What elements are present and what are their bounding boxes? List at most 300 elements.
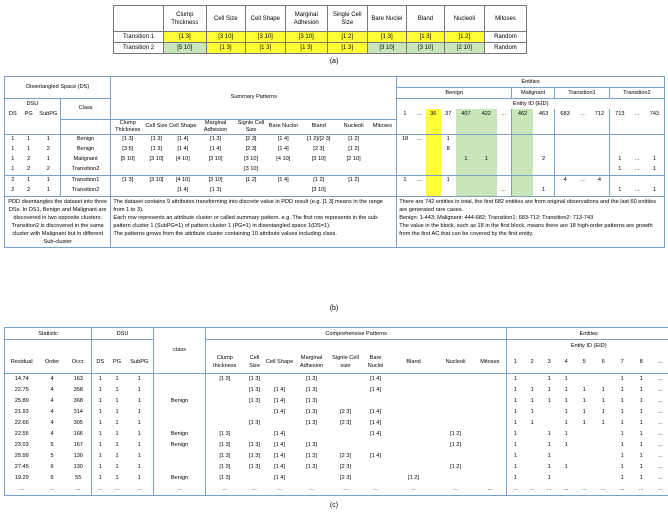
pattern-value: [1 3] (306, 398, 317, 404)
statistic-value: 130 (73, 453, 83, 459)
entity-value (594, 440, 613, 451)
blank-cell (441, 119, 456, 134)
entity-value (413, 186, 426, 197)
entity-value: ... (613, 484, 632, 496)
blank-cell (5, 119, 21, 134)
pattern-value (390, 418, 438, 429)
eid-col: 2 (524, 351, 541, 373)
pattern-value: [1 4] (177, 136, 189, 142)
pattern-value (474, 418, 507, 429)
pattern-value: [1 3] (197, 186, 235, 197)
pattern-value: [1 3] (249, 464, 260, 470)
eid-col: 407 (456, 109, 476, 119)
statistic-value: ... (5, 484, 39, 496)
entity-value: 1 (582, 409, 586, 415)
pattern-value: [1 3] (111, 134, 144, 145)
pattern-value: [4 10] (175, 156, 190, 162)
entity-value (590, 155, 609, 165)
summary-pattern-row (5, 155, 665, 165)
entity-value (594, 451, 613, 462)
value-cell: Random (484, 43, 526, 54)
entities-title: Entities (507, 328, 668, 340)
pattern-value: [1 2] (450, 431, 461, 437)
pattern-value: [1 2] (313, 177, 325, 183)
entity-value (397, 145, 413, 155)
pattern-value (299, 165, 339, 176)
pattern-value: [2 3] (245, 136, 257, 142)
caption-b: (b) (329, 305, 339, 312)
entity-value (645, 145, 665, 155)
entity-value: ... (630, 186, 645, 197)
pattern-value: [1 3] (249, 453, 260, 459)
col-order: Order (39, 351, 66, 373)
transition-table (113, 5, 527, 54)
explanation-right: There are 742 entities in total, the first 682 entities are from original observations and the last 60 entities are generated rare cases. Benign: 1-443; Malignant: 444-682; Transition1: 683-712; Transition2: 713-743 The value in the block, such as 18 in the first block, means there are 18 high-order patterns are growth from the first AC that can be covered by the first entity. (397, 196, 665, 247)
patterns-title: Comprehensive Patterns (206, 328, 507, 340)
eid-col: 37 (445, 110, 452, 117)
entity-value: 1 (601, 420, 605, 426)
comprehensive-pattern-row (5, 484, 668, 496)
entity-value: ... (651, 473, 668, 484)
attr-col: Signle Cell Size (234, 119, 267, 134)
blank-cell (413, 119, 426, 134)
statistic-value: 5 (50, 442, 54, 448)
value-cell: [1 3] (245, 43, 285, 54)
entity-value (594, 429, 613, 440)
attr-col: Bare Nuclei (362, 351, 390, 373)
dsu-value: 1 (92, 440, 109, 451)
statistic-value: 27.45 (5, 462, 39, 473)
statistic-value: 25.99 (5, 451, 39, 462)
statistic-value: 19.29 (5, 473, 39, 484)
entity-value: ... (651, 396, 668, 407)
pattern-value (268, 165, 299, 176)
entity-value (456, 145, 476, 155)
statistic-value: 368 (73, 398, 83, 404)
entity-value: 2 (542, 156, 546, 162)
value-cell: Random (484, 32, 526, 43)
pattern-value: [1 4] (274, 431, 285, 437)
blank-cell (206, 340, 507, 352)
entity-value (609, 145, 629, 155)
summary-pattern-row (5, 165, 665, 176)
eid-label: Entity ID (EID) (397, 99, 665, 110)
pattern-value: [1 4] (370, 431, 381, 437)
pattern-value: [1 3] (306, 376, 317, 382)
pattern-value (206, 396, 244, 407)
entity-value: ... (541, 484, 558, 496)
dsu-value: ... (92, 484, 109, 496)
entity-value (575, 373, 594, 385)
pattern-value: [1 4] (274, 475, 285, 481)
entity-value: 1 (620, 431, 624, 437)
pattern-value: [3 10] (299, 186, 339, 197)
value-cell: [1 3] (206, 43, 245, 54)
pattern-value (362, 440, 390, 451)
entity-value: 1 (530, 409, 534, 415)
entity-value: ... (651, 407, 668, 418)
entity-value (541, 418, 558, 429)
dsu-value: 1 (92, 373, 109, 385)
pattern-value: [1 4] (274, 453, 285, 459)
eid-col: 1 (397, 109, 413, 119)
statistic-value: 6 (50, 464, 54, 470)
header-cell: Mitoses (484, 6, 526, 32)
pattern-value: [1 4] (370, 453, 381, 459)
statistic-value: 4 (50, 376, 54, 382)
pattern-value: [1 4] (277, 146, 289, 152)
summary-patterns-body (5, 134, 665, 196)
entity-value: 1 (601, 398, 605, 404)
pattern-value: [1 4] (210, 146, 222, 152)
pattern-value: [1 4] (274, 409, 285, 415)
blank-cell (575, 119, 590, 134)
value-cell: [1 3] (327, 43, 367, 54)
col-occr: Occr. (66, 351, 92, 373)
pattern-value (330, 396, 362, 407)
entity-value (575, 134, 590, 145)
entity-value: 1 (530, 387, 534, 393)
entity-value: 1 (639, 442, 643, 448)
caption-a: (a) (329, 58, 339, 65)
value-cell: [3 10] (245, 32, 285, 43)
pattern-value: [3 10] (244, 156, 259, 162)
entity-value: 1 (446, 136, 450, 142)
pattern-value (206, 385, 244, 396)
group-benign: Benign (397, 88, 512, 99)
pattern-value (390, 451, 438, 462)
pattern-value (438, 407, 474, 418)
dsu-value: 1 (137, 420, 141, 426)
dsu-value: ... (126, 484, 154, 496)
class-label: Class (60, 99, 111, 120)
entity-value (575, 186, 590, 197)
entity-value (575, 473, 594, 484)
header-cell: Marginal Adhesion (285, 6, 327, 32)
eid-col: 3 (541, 351, 558, 373)
comprehensive-pattern-row (5, 451, 668, 462)
summary-pattern-row (5, 175, 665, 186)
dsu-value: 1 (92, 429, 109, 440)
pattern-value: [1 3] (206, 429, 244, 440)
class-value (154, 407, 206, 418)
statistic-value: ... (39, 484, 66, 496)
pattern-value (438, 418, 474, 429)
pattern-value (390, 396, 438, 407)
col-residual: Residual (5, 351, 39, 373)
pattern-value: ... (294, 484, 330, 496)
pg-value: 1 (27, 146, 31, 152)
summary-pattern-row (5, 134, 665, 145)
blank-cell (60, 119, 111, 134)
dsu-value: 1 (115, 475, 119, 481)
entity-value: 1 (456, 155, 476, 165)
dsu-value: 1 (137, 464, 141, 470)
pattern-value: [1 3] (151, 146, 162, 152)
entity-value (512, 155, 533, 165)
entity-value: 1 (564, 387, 568, 393)
pattern-value: [4 10] (175, 177, 190, 183)
pattern-value: [1 3] (306, 409, 317, 415)
group-malignant: Malignant (512, 88, 555, 99)
pattern-value: [3 5] (111, 145, 144, 155)
entity-value (456, 134, 476, 145)
entity-value (555, 165, 575, 176)
pattern-value (266, 418, 294, 429)
eid-col: 7 (613, 351, 632, 373)
eid-col: ... (501, 110, 507, 117)
header-cell: Clump Thickness (164, 6, 206, 32)
pattern-value (294, 429, 330, 440)
class-value: Benign (154, 440, 206, 451)
dsu-value: 1 (92, 407, 109, 418)
entity-value: 1 (507, 418, 524, 429)
pattern-value (362, 462, 390, 473)
eid-col: ... (580, 110, 585, 117)
value-cell: [1 3] (285, 43, 327, 54)
dsu-value: 1 (137, 409, 141, 415)
pattern-value: [1 3] (206, 373, 244, 385)
subpg-value: 1 (46, 156, 50, 162)
pattern-value: [1 2] (408, 475, 419, 481)
attr-col: Bland (390, 351, 438, 373)
pattern-value: [2 3] (340, 453, 351, 459)
value-cell: [1 3] (407, 32, 445, 43)
pattern-value (369, 186, 397, 197)
entities-title: Entities (397, 77, 665, 88)
entity-value: 1 (620, 464, 624, 470)
pattern-value (369, 175, 397, 186)
entity-value: ... (507, 484, 524, 496)
header-cell: Bland (407, 6, 445, 32)
pattern-value (474, 451, 507, 462)
attr-col: Clump Thickness (111, 119, 144, 134)
entity-value (594, 462, 613, 473)
pattern-value (438, 473, 474, 484)
subpg-value: 2 (46, 146, 50, 152)
pattern-value (339, 186, 369, 197)
statistic-value: 4 (50, 398, 54, 404)
entity-value (575, 155, 590, 165)
entity-value: 1 (620, 442, 624, 448)
pattern-value (144, 165, 169, 176)
pattern-value: [1 3] (249, 442, 260, 448)
statistic-value: ... (66, 484, 92, 496)
entity-value: 1 (582, 387, 586, 393)
group-transition2: Transition2 (609, 88, 664, 99)
pattern-value: [1 4] (370, 387, 381, 393)
entity-value (590, 186, 609, 197)
statistic-value: 4 (50, 420, 54, 426)
pattern-value (474, 429, 507, 440)
blank-cell (609, 119, 629, 134)
pattern-value (362, 473, 390, 484)
pattern-value (474, 373, 507, 385)
class-value: Transition1 (60, 175, 111, 186)
attr-col: Marginal Adhesion (197, 119, 235, 134)
entity-value (426, 155, 441, 165)
entity-value: 8 (446, 146, 450, 152)
pattern-value (474, 462, 507, 473)
pattern-value (390, 385, 438, 396)
pattern-value: [2 3] (340, 409, 351, 415)
entity-value (575, 440, 594, 451)
pattern-value (330, 373, 362, 385)
dsu-value: 1 (115, 387, 119, 393)
col-pg: PG (109, 351, 126, 373)
pattern-value (390, 407, 438, 418)
entity-value: ... (634, 156, 640, 162)
entity-value (441, 186, 456, 197)
pattern-value (206, 407, 244, 418)
entity-value (590, 134, 609, 145)
blank-cell (533, 119, 554, 134)
comprehensive-pattern-row (5, 429, 668, 440)
entity-value: 1 (507, 396, 524, 407)
entity-value: 1 (639, 376, 643, 382)
entity-value (609, 175, 629, 186)
class-value: ... (154, 484, 206, 496)
ds-value: 1 (5, 145, 21, 155)
entity-value (555, 134, 575, 145)
header-cell: Cell Size (206, 6, 245, 32)
blank-cell (426, 119, 441, 134)
pattern-value: ... (438, 484, 474, 496)
entity-value: 1 (620, 420, 624, 426)
entity-value: ... (575, 484, 594, 496)
entity-value: 18 (397, 134, 413, 145)
class-value: Benign (154, 429, 206, 440)
blank-cell (645, 119, 665, 134)
group-transition1: Transition1 (555, 88, 610, 99)
pattern-value: [1 3] (306, 387, 317, 393)
entity-value (524, 429, 541, 440)
entity-value: 1 (564, 420, 568, 426)
entity-value (476, 145, 496, 155)
dsu-value: 1 (137, 442, 141, 448)
entity-value: ... (580, 177, 585, 183)
attr-col: Cell Size (144, 119, 169, 134)
entity-value: 1 (639, 431, 643, 437)
entity-value: 1 (639, 464, 643, 470)
pattern-value (330, 440, 362, 451)
pattern-value (474, 385, 507, 396)
attr-col: Clump thickness (206, 351, 244, 373)
pattern-value: ... (266, 484, 294, 496)
statistic-value: 167 (73, 442, 83, 448)
pattern-value: [1 3] (249, 420, 260, 426)
entity-value: ... (497, 186, 512, 197)
entity-value (413, 165, 426, 176)
entity-value: ... (632, 484, 651, 496)
subpg-value: 1 (46, 177, 50, 183)
entity-value: 1 (547, 376, 551, 382)
entity-value: 1 (620, 409, 624, 415)
entity-value: 1 (609, 165, 629, 176)
col-pg: PG (24, 110, 33, 117)
entity-value: 1 (582, 420, 586, 426)
pattern-value (330, 429, 362, 440)
entity-value (575, 429, 594, 440)
statistic-value: 4 (50, 387, 54, 393)
pattern-value: [1 2] (348, 177, 360, 183)
entity-value (426, 186, 441, 197)
pattern-value: [1 2] (348, 136, 360, 142)
class-value: Transition2 (60, 186, 111, 197)
entity-value (555, 155, 575, 165)
pattern-value: [1 3] (306, 442, 317, 448)
entity-value: ... (651, 440, 668, 451)
entity-value: 1 (530, 420, 534, 426)
ds-value: 2 (5, 186, 21, 197)
entity-value (441, 155, 456, 165)
entity-value (456, 186, 476, 197)
pattern-value: [2 3] (340, 475, 351, 481)
pattern-value (144, 186, 169, 197)
entity-value (512, 175, 533, 186)
attr-col: Nucleoli (339, 119, 369, 134)
comprehensive-pattern-row (5, 407, 668, 418)
eid-col: 422 (476, 109, 496, 119)
pattern-value (339, 165, 369, 176)
comprehensive-pattern-row (5, 373, 668, 385)
ds-value: 2 (5, 175, 21, 186)
entity-value: 1 (645, 165, 665, 176)
entity-value (630, 175, 645, 186)
pg-value: 2 (21, 165, 37, 176)
entity-value: 1 (582, 398, 586, 404)
col-subpg: SubPG (126, 351, 154, 373)
pattern-value (369, 155, 397, 165)
dsu-value: 1 (92, 451, 109, 462)
dsu-title: DSU (92, 328, 154, 340)
statistic-value: 22.75 (5, 385, 39, 396)
summary-pattern-row (5, 186, 665, 197)
pattern-value (294, 473, 330, 484)
entity-value (397, 165, 413, 176)
entity-value (426, 165, 441, 176)
entity-value: 1 (620, 376, 624, 382)
entity-value (476, 165, 496, 176)
pattern-value (369, 165, 397, 176)
summary-pattern-row (5, 145, 665, 155)
pattern-value: [1 3] (249, 376, 260, 382)
dsu-value: 1 (137, 453, 141, 459)
pattern-value: [2 3] (340, 464, 351, 470)
entity-value: ... (651, 385, 668, 396)
dsu-value: 1 (115, 376, 119, 382)
entity-value (541, 407, 558, 418)
entity-value (476, 175, 496, 186)
pg-value: 1 (27, 136, 31, 142)
pattern-value: [1 3] (206, 473, 244, 484)
class-value (154, 385, 206, 396)
eid-col: 463 (538, 110, 549, 117)
dsu-value: 1 (115, 464, 119, 470)
entity-value (426, 145, 441, 155)
entity-value: ... (651, 451, 668, 462)
pattern-value (169, 165, 197, 176)
pattern-value: [5 10] (111, 155, 144, 165)
entity-value (497, 165, 512, 176)
class-value: Benign (60, 145, 111, 155)
pattern-value (244, 473, 266, 484)
pattern-value (390, 429, 438, 440)
entity-value: 1 (564, 442, 568, 448)
dsu-value: 1 (115, 442, 119, 448)
summary-patterns-table (4, 76, 665, 248)
pattern-value: [1 2] (450, 464, 461, 470)
